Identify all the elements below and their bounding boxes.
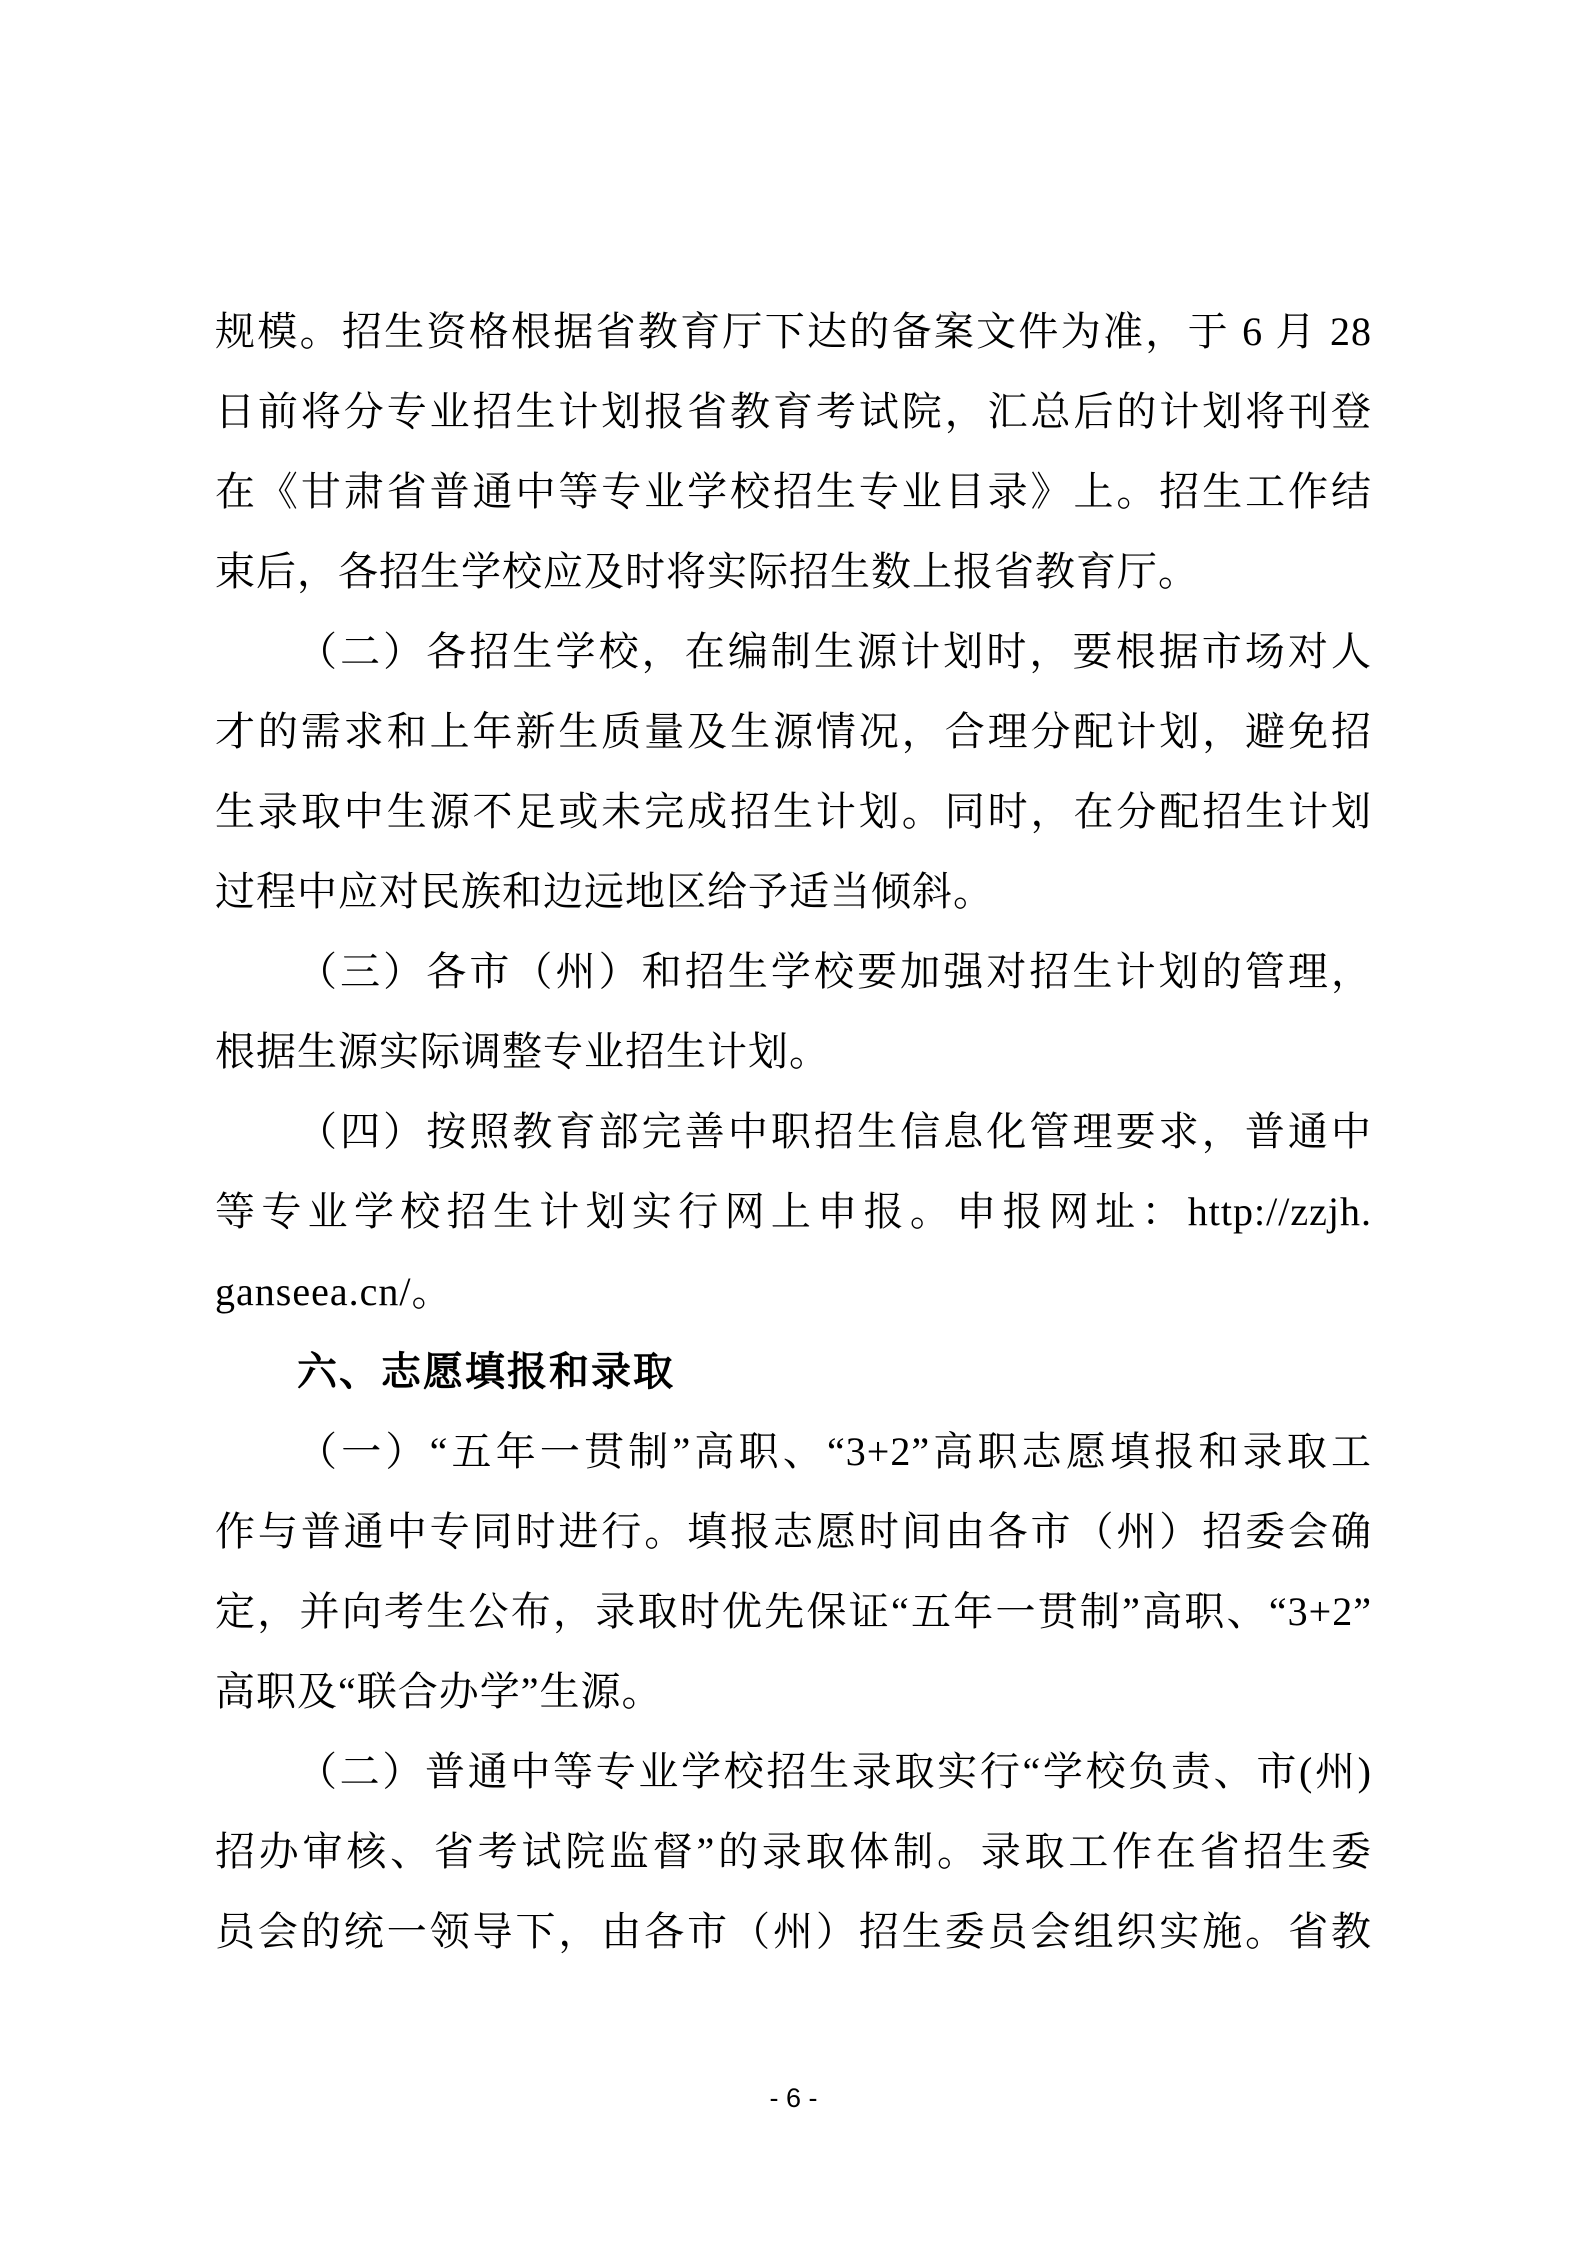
text-line: 定，并向考生公布，录取时优先保证“五年一贯制”高职、“3+2” — [215, 1589, 1372, 1634]
text-line: （二）普通中等专业学校招生录取实行“学校负责、市(州) — [297, 1749, 1372, 1794]
text-line: 束后，各招生学校应及时将实际招生数上报省教育厅。 — [215, 549, 1199, 594]
text-line: 员会的统一领导下，由各市（州）招生委员会组织实施。省教 — [215, 1909, 1372, 1954]
text-line: 高职及“联合办学”生源。 — [215, 1669, 663, 1714]
text-line: 生录取中生源不足或未完成招生计划。同时，在分配招生计划 — [215, 789, 1372, 834]
text-line: 才的需求和上年新生质量及生源情况，合理分配计划，避免招 — [215, 709, 1372, 754]
text-line: 日前将分专业招生计划报省教育考试院，汇总后的计划将刊登 — [215, 389, 1372, 434]
text-lines — [215, 292, 1372, 1972]
text-line: （二）各招生学校，在编制生源计划时，要根据市场对人 — [297, 629, 1372, 674]
text-line: 等专业学校招生计划实行网上申报。申报网址：http://zzjh. — [215, 1189, 1372, 1234]
text-line: 过程中应对民族和边远地区给予适当倾斜。 — [215, 869, 994, 914]
text-line: （四）按照教育部完善中职招生信息化管理要求，普通中 — [297, 1109, 1372, 1154]
text-line: ganseea.cn/。 — [215, 1269, 453, 1314]
section-heading: 六、志愿填报和录取 — [297, 1350, 675, 1394]
text-line: 规模。招生资格根据省教育厅下达的备案文件为准，于 6 月 28 — [215, 309, 1372, 354]
text-line: （三）各市（州）和招生学校要加强对招生计划的管理， — [297, 949, 1372, 994]
text-line: （一）“五年一贯制”高职、“3+2”高职志愿填报和录取工 — [297, 1429, 1372, 1474]
document-content — [215, 292, 1372, 1972]
page-number: - 6 - — [769, 2083, 818, 2113]
text-line: 招办审核、省考试院监督”的录取体制。录取工作在省招生委 — [215, 1829, 1372, 1874]
text-line: 作与普通中专同时进行。填报志愿时间由各市（州）招委会确 — [215, 1509, 1372, 1554]
text-line: 根据生源实际调整专业招生计划。 — [215, 1029, 830, 1074]
text-line: 在《甘肃省普通中等专业学校招生专业目录》上。招生工作结 — [215, 469, 1372, 514]
